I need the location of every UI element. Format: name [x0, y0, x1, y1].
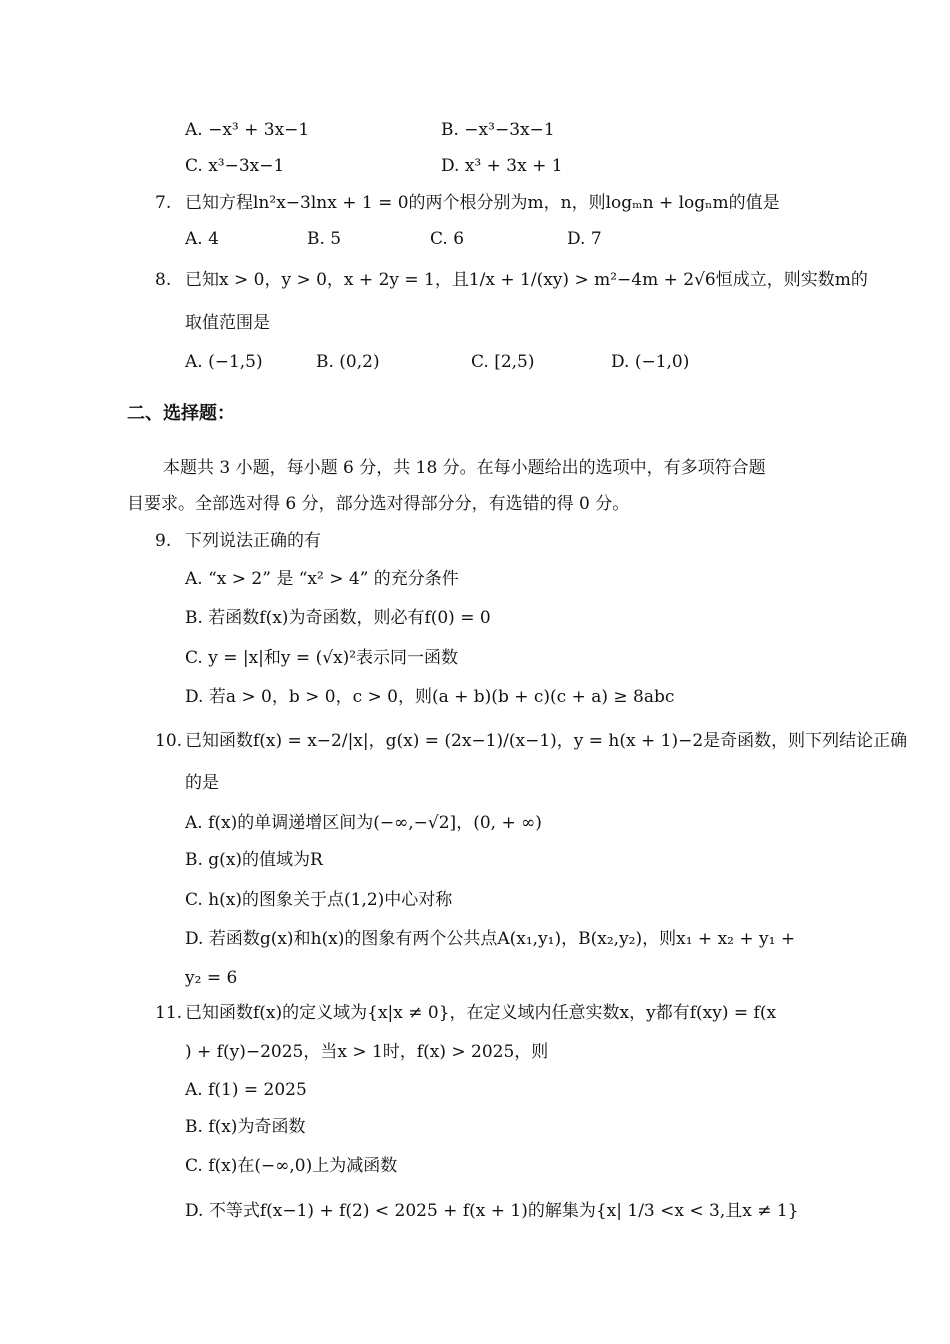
q9-option-d: D. 若a > 0，b > 0，c > 0，则(a + b)(b + c)(c + a) ≥ 8abc	[185, 687, 675, 707]
q9-option-b: B. 若函数f(x)为奇函数，则必有f(0) = 0	[185, 608, 491, 628]
q10-option-b: B. g(x)的值域为R	[185, 850, 323, 870]
q7-option-d: D. 7	[567, 229, 602, 249]
section-title: 二、选择题：	[127, 403, 235, 424]
q10-stem-line1: 已知函数f(x) = x−2/|x|，g(x) = (2x−1)/(x−1)，y = h(x + 1)−2是奇函数，则下列结论正确	[185, 731, 908, 751]
q10-number: 10.	[155, 731, 183, 751]
q11-stem-line1: 已知函数f(x)的定义域为{x|x ≠ 0}，在定义域内任意实数x，y都有f(xy) = f(x	[185, 1003, 777, 1023]
q6-option-d: D. x³ + 3x + 1	[441, 156, 563, 176]
q11-option-c: C. f(x)在(−∞,0)上为减函数	[185, 1156, 398, 1176]
q10-option-a: A. f(x)的单调递增区间为(−∞,−√2]，(0, + ∞)	[185, 813, 542, 833]
q10-option-c: C. h(x)的图象关于点(1,2)中心对称	[185, 890, 453, 910]
q9-stem: 下列说法正确的有	[185, 531, 321, 551]
q10-option-d-line2: y₂ = 6	[185, 968, 238, 988]
q7-option-b: B. 5	[307, 229, 342, 249]
section-intro-line2: 目要求。全部选对得 6 分，部分选对得部分分，有选错的得 0 分。	[127, 494, 630, 514]
q11-option-b: B. f(x)为奇函数	[185, 1117, 306, 1137]
q11-stem-line2: ) + f(y)−2025，当x > 1时，f(x) > 2025，则	[185, 1042, 549, 1062]
q9-option-c: C. y = |x|和y = (√x)²表示同一函数	[185, 648, 459, 668]
q7-option-c: C. 6	[430, 229, 465, 249]
q11-option-d: D. 不等式f(x−1) + f(2) < 2025 + f(x + 1)的解集为{x| 1/3 <x < 3,且x ≠ 1}	[185, 1201, 799, 1221]
q8-stem-line2: 取值范围是	[185, 313, 270, 333]
q10-stem-line2: 的是	[185, 773, 219, 793]
q7-number: 7.	[155, 193, 172, 213]
q8-option-b: B. (0,2)	[316, 352, 380, 372]
q8-option-c: C. [2,5)	[471, 352, 535, 372]
q7-stem: 已知方程ln²x−3lnx + 1 = 0的两个根分别为m，n，则logₘn + logₙm的值是	[185, 193, 780, 213]
q6-option-c: C. x³−3x−1	[185, 156, 285, 176]
q9-option-a: A. “x > 2” 是 “x² > 4” 的充分条件	[185, 569, 459, 589]
q8-stem-line1: 已知x > 0，y > 0，x + 2y = 1，且1/x + 1/(xy) > m²−4m + 2√6恒成立，则实数m的	[185, 270, 868, 290]
q6-option-b: B. −x³−3x−1	[441, 120, 555, 140]
q6-option-a: A. −x³ + 3x−1	[185, 120, 310, 140]
q10-option-d-line1: D. 若函数g(x)和h(x)的图象有两个公共点A(x₁,y₁)，B(x₂,y₂)，则x₁ + x₂ + y₁ +	[185, 929, 796, 949]
q11-option-a: A. f(1) = 2025	[185, 1080, 307, 1100]
q8-option-a: A. (−1,5)	[185, 352, 263, 372]
q11-number: 11.	[155, 1003, 183, 1023]
q7-option-a: A. 4	[185, 229, 219, 249]
q8-number: 8.	[155, 270, 172, 290]
section-intro-line1: 本题共 3 小题，每小题 6 分，共 18 分。在每小题给出的选项中，有多项符合题	[163, 458, 766, 478]
q8-option-d: D. (−1,0)	[611, 352, 690, 372]
q9-number: 9.	[155, 531, 172, 551]
